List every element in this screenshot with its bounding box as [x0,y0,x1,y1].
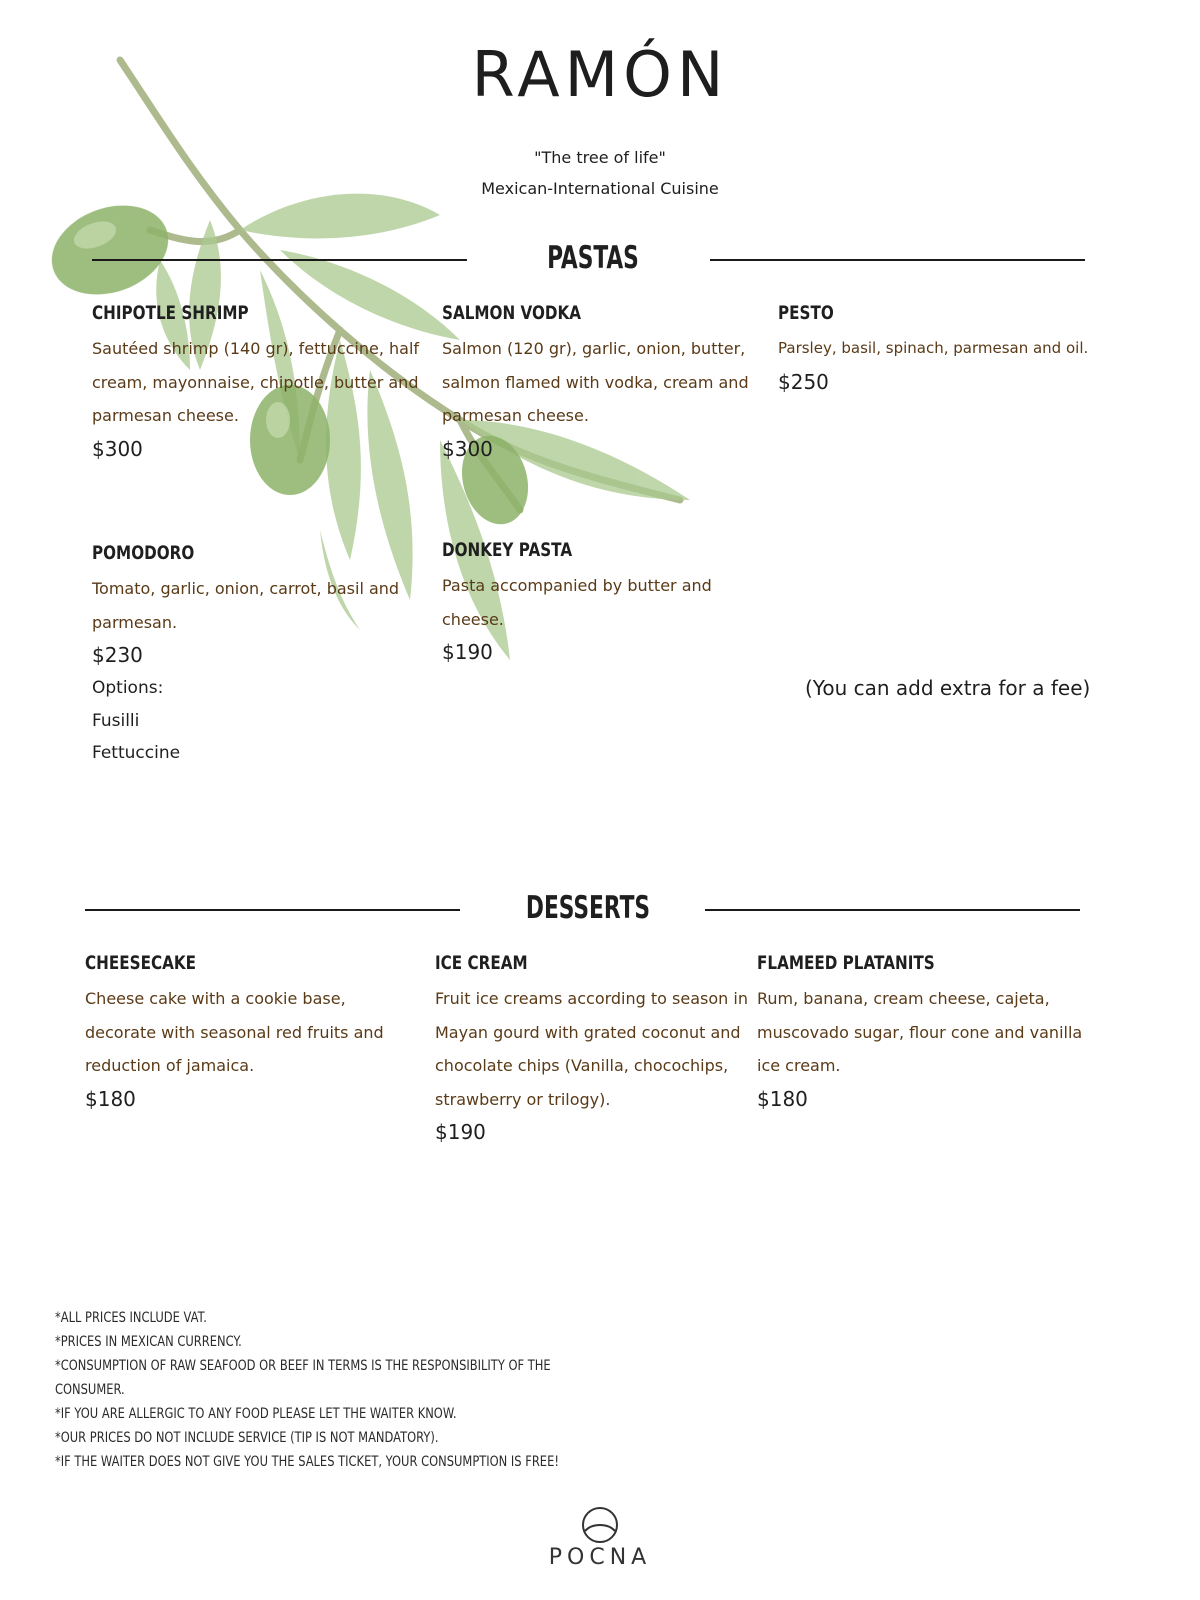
item-price: $190 [442,640,493,664]
item-description: Pasta accompanied by butter and cheese. [442,576,712,629]
footnotes [55,1306,575,1474]
section-divider-left [92,259,467,261]
item-name: SALMON VODKA [442,302,582,324]
section-divider-right [710,259,1085,261]
menu-item-flameed-platanits [757,950,1087,1116]
item-price: $180 [85,1086,136,1111]
footnote: *IF YOU ARE ALLERGIC TO ANY FOOD PLEASE LET THE WAITER KNOW. [55,1406,457,1422]
item-price: $230 [92,643,143,667]
menu-item-donkey-pasta [442,537,717,669]
section-divider-left [85,909,460,911]
extras-note: (You can add extra for a fee) [805,676,1091,700]
item-price: $250 [778,369,829,394]
tagline-quote: "The tree of life" [534,148,666,167]
options-label: Options: [92,678,164,698]
pocna-brand-text: POCNA [548,1545,652,1570]
item-description: Sautéed shrimp (140 gr), fettuccine, half cream, mayonnaise, chipotle, butter and parmesan cheese. [92,339,420,425]
item-name: CHEESECAKE [85,952,197,974]
footnote: *CONSUMPTION OF RAW SEAFOOD OR BEEF IN TERMS IS THE RESPONSIBILITY OF THE [55,1358,551,1374]
item-name: POMODORO [92,542,195,564]
item-description: Salmon (120 gr), garlic, onion, butter, salmon flamed with vodka, cream and parmesan cheese. [442,339,749,425]
tagline-cuisine: Mexican-International Cuisine [481,179,719,198]
item-name: CHIPOTLE SHRIMP [92,302,249,324]
footnote: *PRICES IN MEXICAN CURRENCY. [55,1334,242,1350]
section-title-desserts: DESSERTS [525,890,651,926]
item-price: $300 [442,436,493,461]
footnote: *IF THE WAITER DOES NOT GIVE YOU THE SALES TICKET, YOUR CONSUMPTION IS FREE! [55,1454,559,1470]
section-divider-right [705,909,1080,911]
option-fettuccine: Fettuccine [92,743,181,763]
item-description: Tomato, garlic, onion, carrot, basil and parmesan. [92,579,400,632]
item-description: Fruit ice creams according to season in Mayan gourd with grated coconut and chocolate chips (Vanilla, chocochips, strawberry or trilogy). [435,989,748,1109]
footnote: CONSUMER. [55,1382,125,1398]
pocna-logo-icon [580,1505,620,1545]
section-title-pastas: PASTAS [547,240,639,276]
option-fusilli: Fusilli [92,710,140,731]
menu-item-salmon-vodka [442,300,757,466]
item-description: Rum, banana, cream cheese, cajeta, muscovado sugar, flour cone and vanilla ice cream. [757,989,1083,1075]
item-price: $190 [435,1120,486,1144]
menu-item-pomodoro [92,540,407,770]
restaurant-logo: RAMÓN [471,38,729,111]
item-price: $180 [757,1086,808,1111]
item-price: $300 [92,436,143,461]
menu-item-pesto [778,300,1098,399]
menu-item-cheesecake [85,950,395,1116]
footnote: *OUR PRICES DO NOT INCLUDE SERVICE (TIP IS NOT MANDATORY). [55,1430,439,1446]
item-name: DONKEY PASTA [442,539,573,561]
item-name: ICE CREAM [435,952,528,974]
item-name: PESTO [778,302,834,324]
menu-item-ice-cream [435,950,755,1149]
menu-item-chipotle-shrimp [92,300,422,466]
item-description: Parsley, basil, spinach, parmesan and oil. [778,339,1089,357]
footnote: *ALL PRICES INCLUDE VAT. [55,1310,207,1326]
item-name: FLAMEED PLATANITS [757,952,935,974]
item-description: Cheese cake with a cookie base, decorate with seasonal red fruits and reduction of jamaica. [85,989,384,1075]
